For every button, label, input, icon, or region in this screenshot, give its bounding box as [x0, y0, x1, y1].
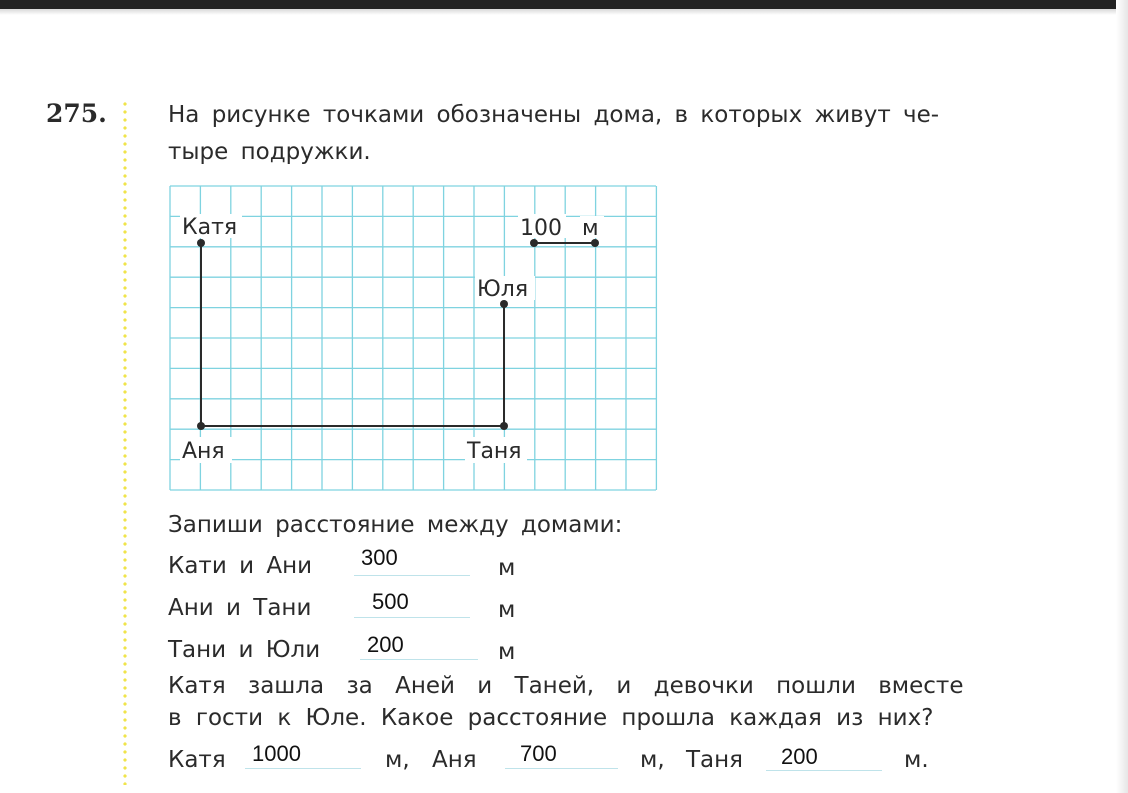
final-anya-unit: м, — [640, 747, 665, 773]
row-2-unit: м — [498, 597, 516, 623]
scan-top-shadow — [0, 9, 1128, 15]
story-line-1: Катя зашла за Аней и Таней, и девочки пошли вместе — [168, 673, 964, 699]
story-line-2: в гости к Юле. Какое расстояние прошла каждая из них? — [168, 705, 934, 731]
final-anya-answer[interactable]: 700 — [520, 741, 557, 766]
final-tanya-line — [766, 770, 882, 771]
scan-top-edge — [0, 0, 1128, 9]
final-katya-unit: м, — [385, 747, 410, 773]
question-prompt: Запиши расстояние между домами: — [168, 512, 623, 538]
row-1-answer[interactable]: 300 — [361, 545, 398, 570]
label-tanya: Таня — [467, 439, 522, 464]
row-2-label: Ани и Тани — [168, 595, 312, 621]
row-2-answer-line — [354, 617, 470, 618]
final-anya-label: Аня — [432, 747, 477, 773]
row-1-label: Кати и Ани — [168, 553, 313, 579]
task-intro-line-1: На рисунке точками обозначены дома, в которых живут че- — [168, 102, 940, 128]
scan-right-edge — [1116, 0, 1128, 793]
row-3-unit: м — [498, 639, 516, 665]
row-1-unit: м — [498, 555, 516, 581]
final-tanya-answer[interactable]: 200 — [781, 744, 818, 769]
house-point-katya — [197, 239, 205, 247]
label-anya: Аня — [182, 439, 225, 464]
final-katya-answer[interactable]: 1000 — [252, 741, 301, 766]
row-3-answer-line — [360, 659, 478, 660]
row-3-answer[interactable]: 200 — [367, 632, 404, 657]
final-tanya-unit: м. — [904, 747, 929, 773]
row-3-label: Тани и Юли — [168, 637, 321, 663]
map-figure — [168, 184, 658, 496]
label-yulya: Юля — [477, 277, 529, 302]
scale-value: 100 — [520, 216, 562, 241]
margin-dotted-line — [123, 100, 127, 785]
house-point-anya — [197, 422, 205, 430]
house-point-tanya — [500, 422, 508, 430]
row-2-answer[interactable]: 500 — [372, 589, 409, 614]
label-katya: Катя — [182, 215, 238, 240]
final-tanya-label: Таня — [686, 747, 744, 773]
final-katya-label: Катя — [168, 747, 226, 773]
task-number: 275. — [46, 99, 107, 128]
row-1-answer-line — [354, 575, 470, 576]
scale-unit: м — [582, 216, 599, 241]
task-intro-line-2: тыре подружки. — [168, 139, 371, 165]
grid-map — [168, 184, 658, 492]
final-anya-line — [505, 768, 618, 769]
final-katya-line — [245, 768, 361, 769]
